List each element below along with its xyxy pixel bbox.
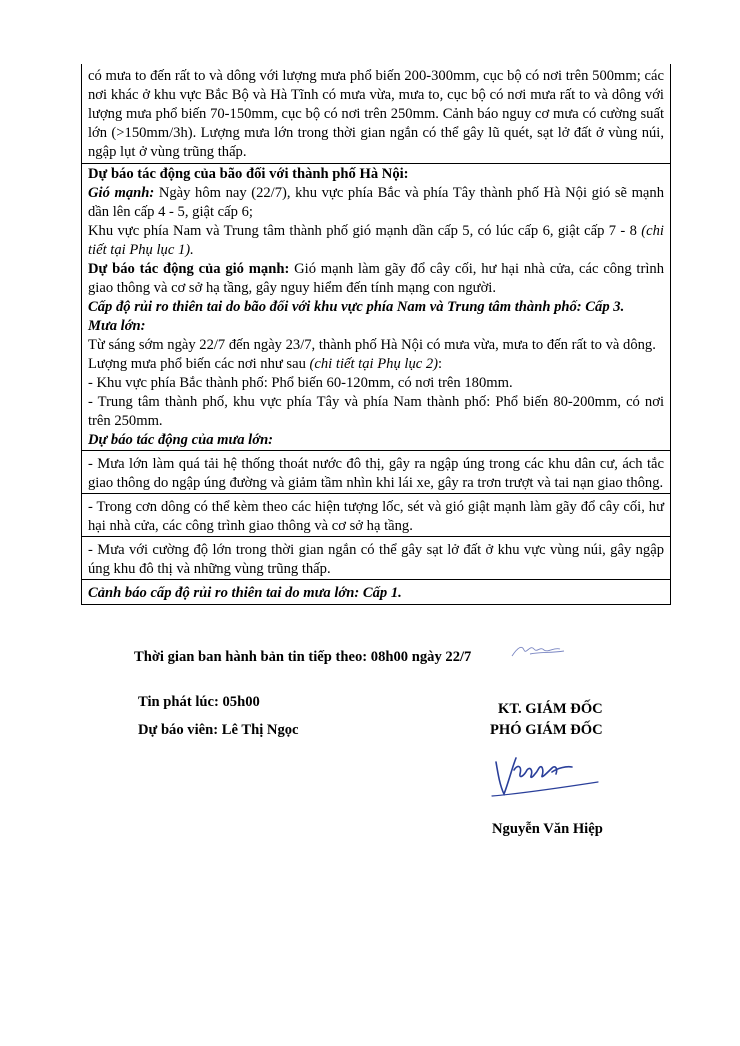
wind-impact-text: Gió mạnh làm gãy đổ cây cối, hư hại nhà cửa, các công trình giao thông và cơ sở hạ tầng, gây nguy hiểm đến tính mạng con người. xyxy=(88,261,664,296)
rain-label: Mưa lớn: xyxy=(88,318,146,334)
issued-time: Tin phát lúc: 05h00 xyxy=(138,694,260,710)
initial-signature-icon xyxy=(510,641,566,661)
signer-name: Nguyễn Văn Hiệp xyxy=(492,821,603,837)
storm-risk-level: Cấp độ rủi ro thiên tai do bão đối với khu vực phía Nam và Trung tâm thành phố: Cấp 3. xyxy=(88,299,625,315)
rain-impact-2: - Trong cơn dông có thể kèm theo các hiện tượng lốc, sét và gió giật mạnh làm gãy đổ cây cối, hư hại nhà cửa, các công trình giao thông và cơ sở hạ tầng. xyxy=(82,493,670,536)
hanoi-impact-heading: Dự báo tác động của bão đối với thành phố Hà Nội: xyxy=(88,166,409,182)
rain-risk-level: Cảnh báo cấp độ rủi ro thiên tai do mưa lớn: Cấp 1. xyxy=(82,579,670,603)
wind-text: Ngày hôm nay (22/7), khu vực phía Bắc và phía Tây thành phố Hà Nội gió sẽ mạnh dần lên cấp 4 - 5, giật cấp 6; xyxy=(88,185,665,220)
rain-colon: : xyxy=(438,356,443,372)
rain-center: - Trung tâm thành phố, khu vực phía Tây và phía Nam thành phố: Phổ biến 80-200mm, có nơi trên 250mm. xyxy=(88,394,664,429)
wind-appendix-ref: (chi tiết tại Phụ lục 1). xyxy=(88,223,664,258)
signer-title-2: PHÓ GIÁM ĐỐC xyxy=(490,722,603,738)
rain-impact-label: Dự báo tác động của mưa lớn: xyxy=(88,432,274,448)
next-bulletin-time: Thời gian ban hành bản tin tiếp theo: 08h00 ngày 22/7 xyxy=(134,649,472,665)
rain-forecast-cell xyxy=(81,64,671,164)
rain-appendix-ref: (chi tiết tại Phụ lục 2) xyxy=(309,356,439,372)
rain-amount-intro: Lượng mưa phổ biến các nơi như sau xyxy=(88,356,310,372)
rain-text: Từ sáng sớm ngày 22/7 đến ngày 23/7, thành phố Hà Nội có mưa vừa, mưa to đến rất to và dông. xyxy=(88,337,656,353)
forecaster-name: Dự báo viên: Lê Thị Ngọc xyxy=(138,722,299,738)
rain-forecast-text: có mưa to đến rất to và dông với lượng mưa phổ biến 200-300mm, cục bộ có nơi trên 500mm; các nơi khác ở khu vực Bắc Bộ và Hà Tĩnh có mưa vừa, mưa to, cục bộ có nơi mưa rất to và dông với lượng mưa phổ biến 70-150mm, cục bộ có nơi trên 250mm. Cảnh báo nguy cơ mưa có cường suất lớn (>150mm/3h). Lượng mưa lớn trong thời gian ngắn có thể gây lũ quét, sạt lở đất ở vùng núi, ngập lụt ở vùng trũng thấp. xyxy=(88,68,664,160)
rain-impact-3: - Mưa với cường độ lớn trong thời gian ngắn có thể gây sạt lở đất ở khu vực vùng núi, gây ngập úng khu đô thị và những vùng trũng thấp. xyxy=(82,536,670,579)
signer-title-1: KT. GIÁM ĐỐC xyxy=(498,701,603,717)
hanoi-impact-cell xyxy=(81,164,671,605)
rain-impact-1: - Mưa lớn làm quá tải hệ thống thoát nước đô thị, gây ra ngập úng trong các khu dân cư, ách tắc giao thông do ngập úng đường và giảm tầm nhìn khi lái xe, gây ra trơn trượt và tai nạn giao thông. xyxy=(82,450,670,493)
rain-north: - Khu vực phía Bắc thành phố: Phổ biến 60-120mm, có nơi trên 180mm. xyxy=(88,375,513,391)
wind-label: Gió mạnh: xyxy=(88,185,155,201)
wind-text-south: Khu vực phía Nam và Trung tâm thành phố gió mạnh dần cấp 5, có lúc cấp 6, giật cấp 7 - 8 xyxy=(88,223,642,239)
wind-impact-label: Dự báo tác động của gió mạnh: xyxy=(88,261,290,277)
bulletin-table xyxy=(81,64,671,605)
signature-icon xyxy=(486,748,606,810)
